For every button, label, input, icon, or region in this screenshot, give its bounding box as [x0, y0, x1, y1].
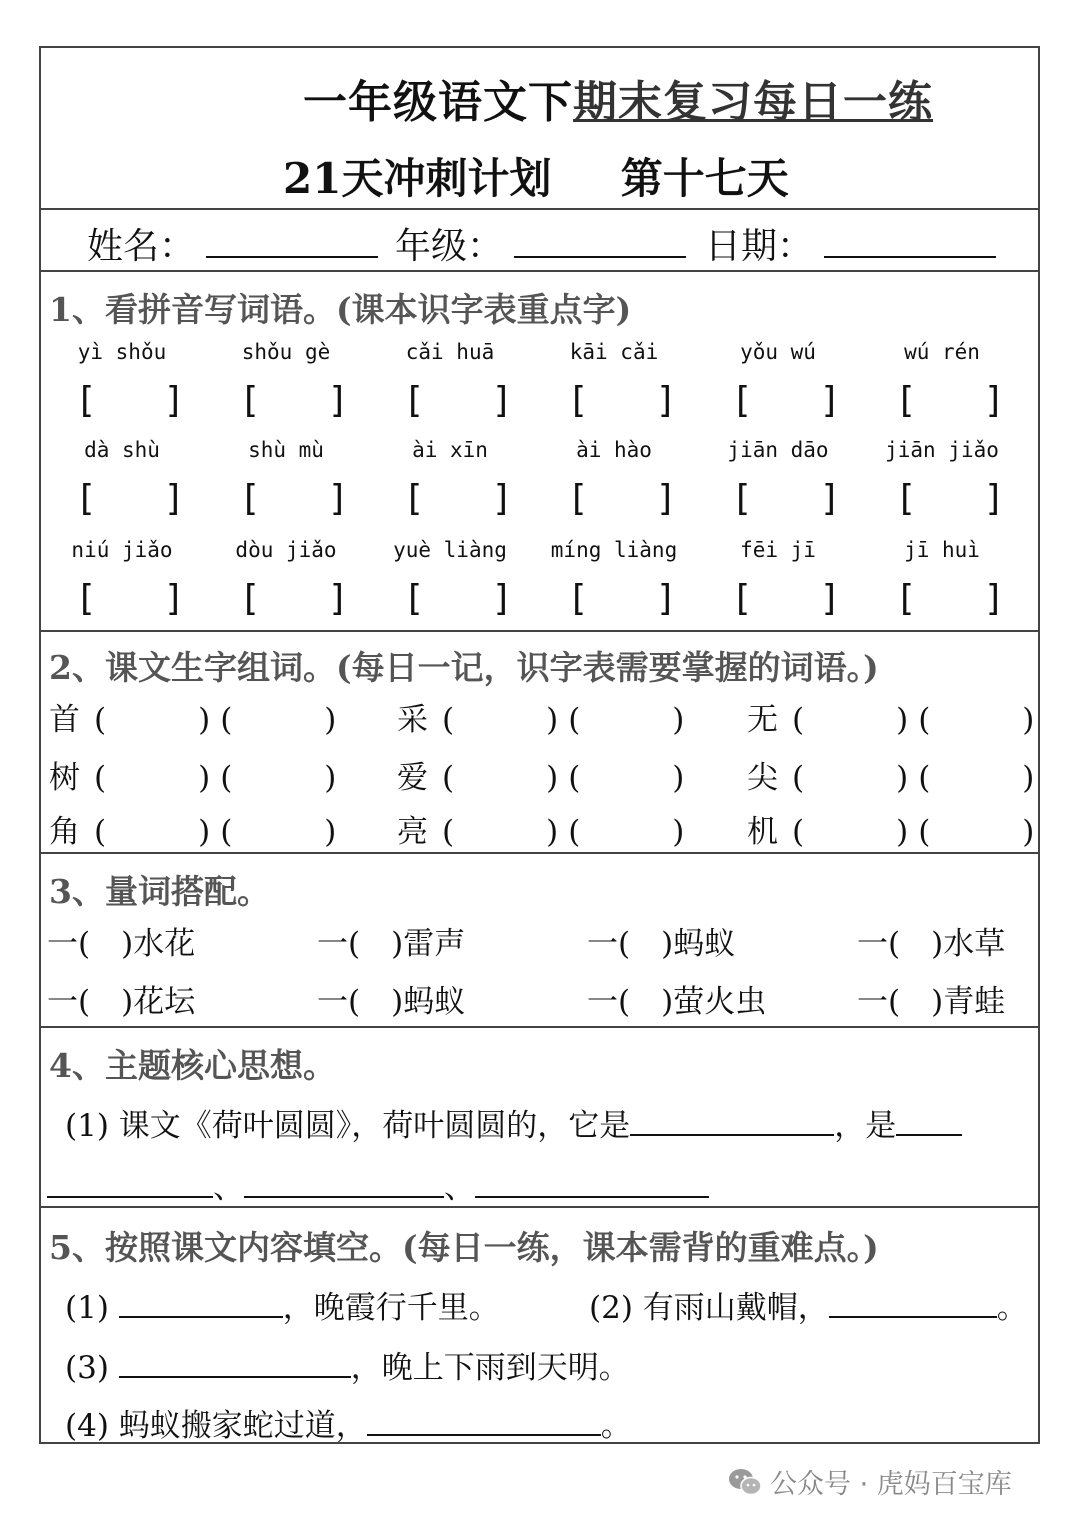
- answer-box[interactable]: [567, 578, 677, 619]
- answer-box[interactable]: [567, 380, 677, 421]
- answer-parens[interactable]: ( )( ): [94, 702, 347, 738]
- section-word-building: [41, 630, 1045, 852]
- bracket-open: [: [731, 380, 753, 421]
- fill-q1-text: ，晚霞行千里。: [282, 1290, 500, 1326]
- bracket-open: [: [239, 380, 261, 421]
- fill-blank-4[interactable]: [367, 1433, 601, 1436]
- section5-heading: 5、按照课文内容填空。(每日一练，课本需背的重难点。): [49, 1228, 879, 1267]
- answer-box[interactable]: [239, 478, 349, 519]
- pinyin-label: jiān dāo: [727, 438, 829, 462]
- bracket-open: [: [403, 380, 425, 421]
- name-field[interactable]: [206, 255, 378, 258]
- bracket-open: [: [239, 478, 261, 519]
- title-part2: 期末复习每日一练: [573, 77, 933, 128]
- answer-parens[interactable]: ( )( ): [442, 702, 695, 738]
- measure-word-item[interactable]: 一( )萤火虫: [587, 984, 767, 1020]
- bracket-open: [: [75, 380, 97, 421]
- grade-field[interactable]: [514, 255, 686, 258]
- date-label: 日期：: [705, 226, 814, 267]
- pinyin-label: shǒu gè: [241, 340, 331, 364]
- wechat-icon: [728, 1467, 762, 1497]
- pinyin-label: wú rén: [904, 340, 980, 364]
- bracket-close: ]: [327, 478, 349, 519]
- bracket-close: ]: [819, 380, 841, 421]
- pinyin-label: jiān jiǎo: [885, 438, 999, 462]
- bracket-close: ]: [983, 380, 1005, 421]
- fill-q3-text: ，晚上下雨到天明。: [350, 1350, 630, 1386]
- measure-word-item[interactable]: 一( )花坛: [47, 984, 196, 1020]
- bracket-close: ]: [327, 578, 349, 619]
- theme-blank-4[interactable]: [244, 1195, 444, 1198]
- bracket-close: ]: [655, 380, 677, 421]
- fill-q2-end: 。: [996, 1290, 1028, 1326]
- pinyin-label: yì shǒu: [77, 340, 167, 364]
- theme-blank-2[interactable]: [896, 1133, 962, 1136]
- bracket-close: ]: [983, 478, 1005, 519]
- bracket-open: [: [75, 578, 97, 619]
- bracket-close: ]: [327, 380, 349, 421]
- bracket-open: [: [567, 478, 589, 519]
- bracket-close: ]: [163, 478, 185, 519]
- answer-box[interactable]: [567, 478, 677, 519]
- measure-word-item[interactable]: 一( )水草: [857, 926, 1006, 962]
- answer-box[interactable]: [75, 380, 185, 421]
- date-field[interactable]: [824, 255, 996, 258]
- bracket-open: [: [403, 478, 425, 519]
- bracket-close: ]: [491, 478, 513, 519]
- theme-sep-2: 、: [444, 1170, 475, 1206]
- word-building-item: [747, 806, 1044, 851]
- bracket-close: ]: [491, 578, 513, 619]
- pinyin-label: niú jiǎo: [71, 538, 173, 562]
- bracket-close: ]: [819, 578, 841, 619]
- page-subtitle: [283, 146, 789, 206]
- answer-parens[interactable]: ( )( ): [94, 814, 347, 850]
- pinyin-label: fēi jī: [740, 538, 816, 562]
- pinyin-label: míng liàng: [550, 538, 678, 562]
- fill-blank-2[interactable]: [829, 1315, 997, 1318]
- fill-question-1: [65, 1282, 500, 1327]
- answer-box[interactable]: [239, 380, 349, 421]
- pinyin-label: ài hào: [576, 438, 652, 462]
- answer-parens[interactable]: ( )( ): [442, 814, 695, 850]
- fill-q4-text: (4) 蚂蚁搬家蛇过道，: [65, 1408, 367, 1444]
- bracket-close: ]: [163, 578, 185, 619]
- page-title: [303, 66, 933, 130]
- pinyin-label: shù mù: [248, 438, 324, 462]
- target-char: 树: [49, 760, 80, 796]
- bracket-close: ]: [491, 380, 513, 421]
- worksheet: [39, 46, 1045, 1444]
- word-building-item: [397, 752, 694, 797]
- theme-q1-mid: ，是: [834, 1108, 897, 1144]
- fill-blank-1[interactable]: [119, 1315, 283, 1318]
- bracket-open: [: [895, 478, 917, 519]
- target-char: 无: [747, 702, 778, 738]
- measure-word-item[interactable]: 一( )雷声: [317, 926, 466, 962]
- theme-blank-3[interactable]: [47, 1195, 213, 1198]
- section-fill-in: [41, 1206, 1038, 1444]
- bracket-open: [: [567, 578, 589, 619]
- section-theme: [41, 1026, 1038, 1206]
- theme-blank-1[interactable]: [630, 1133, 834, 1136]
- pinyin-label: ài xīn: [412, 438, 488, 462]
- answer-box[interactable]: [75, 578, 185, 619]
- title-part1: 一年级语文下: [303, 77, 573, 128]
- bracket-open: [: [567, 380, 589, 421]
- bracket-close: ]: [819, 478, 841, 519]
- target-char: 爱: [397, 760, 428, 796]
- pinyin-label: yǒu wú: [740, 340, 816, 364]
- answer-parens[interactable]: ( )( ): [94, 760, 347, 796]
- bracket-open: [: [403, 578, 425, 619]
- answer-box[interactable]: [75, 478, 185, 519]
- answer-parens[interactable]: ( )( ): [442, 760, 695, 796]
- measure-word-item[interactable]: 一( )蚂蚁: [317, 984, 466, 1020]
- section3-heading: 3、量词搭配。: [49, 872, 270, 911]
- bracket-close: ]: [163, 380, 185, 421]
- bracket-open: [: [731, 478, 753, 519]
- pinyin-label: yuè liàng: [393, 538, 507, 562]
- section-measure-words: [41, 852, 1038, 1026]
- measure-word-item[interactable]: 一( )蚂蚁: [587, 926, 736, 962]
- target-char: 亮: [397, 814, 428, 850]
- bracket-open: [: [895, 578, 917, 619]
- bracket-open: [: [75, 478, 97, 519]
- target-char: 角: [49, 814, 80, 850]
- pinyin-label: dòu jiǎo: [235, 538, 337, 562]
- section4-heading: 4、主题核心思想。: [49, 1046, 336, 1085]
- bracket-close: ]: [655, 478, 677, 519]
- answer-parens[interactable]: ( )( ): [792, 760, 1045, 796]
- word-building-item: [49, 806, 346, 851]
- target-char: 首: [49, 702, 80, 738]
- pinyin-label: dà shù: [84, 438, 160, 462]
- pinyin-label: cǎi huā: [405, 340, 495, 364]
- name-label: 姓名：: [87, 226, 196, 267]
- bracket-open: [: [895, 380, 917, 421]
- target-char: 采: [397, 702, 428, 738]
- section1-heading: 1、看拼音写词语。(课本识字表重点字): [49, 290, 632, 329]
- fill-q1-num: (1): [65, 1290, 109, 1326]
- pinyin-label: kāi cǎi: [569, 340, 659, 364]
- section2-heading: 2、课文生字组词。(每日一记，识字表需要掌握的词语。): [49, 648, 879, 687]
- day-label: 第十七天: [620, 154, 789, 203]
- watermark-text: 公众号 · 虎妈百宝库: [770, 1469, 1012, 1500]
- grade-label: 年级：: [395, 226, 504, 267]
- answer-box[interactable]: [239, 578, 349, 619]
- answer-box[interactable]: [403, 478, 513, 519]
- answer-box[interactable]: [403, 578, 513, 619]
- pinyin-label: jī huì: [904, 538, 980, 562]
- measure-word-item[interactable]: 一( )水花: [47, 926, 196, 962]
- answer-parens[interactable]: ( )( ): [792, 702, 1045, 738]
- word-building-item: [397, 694, 694, 739]
- theme-question-1-cont: [47, 1162, 709, 1207]
- target-char: 机: [747, 814, 778, 850]
- plan-label: 21天冲刺计划: [283, 154, 552, 203]
- answer-box[interactable]: [731, 578, 841, 619]
- answer-box[interactable]: [731, 478, 841, 519]
- watermark: [728, 1462, 1012, 1501]
- answer-box[interactable]: [895, 578, 1005, 619]
- theme-q1-text: (1) 课文《荷叶圆圆》，荷叶圆圆的，它是: [65, 1108, 631, 1144]
- bracket-open: [: [239, 578, 261, 619]
- info-row: [41, 208, 1038, 270]
- bracket-close: ]: [655, 578, 677, 619]
- answer-box[interactable]: [895, 478, 1005, 519]
- target-char: 尖: [747, 760, 778, 796]
- section-pinyin: [41, 270, 1038, 630]
- fill-q3-num: (3): [65, 1350, 109, 1386]
- fill-question-3: [65, 1342, 630, 1387]
- fill-blank-3[interactable]: [119, 1375, 351, 1378]
- bracket-close: ]: [983, 578, 1005, 619]
- fill-q4-end: 。: [600, 1408, 632, 1444]
- answer-box[interactable]: [731, 380, 841, 421]
- theme-question-1: [65, 1100, 962, 1145]
- theme-blank-5[interactable]: [475, 1195, 709, 1198]
- bracket-open: [: [731, 578, 753, 619]
- word-building-item: [49, 694, 346, 739]
- word-building-item: [747, 752, 1044, 797]
- fill-q2-text: (2) 有雨山戴帽，: [589, 1290, 829, 1326]
- measure-word-item[interactable]: 一( )青蛙: [857, 984, 1006, 1020]
- word-building-item: [397, 806, 694, 851]
- fill-question-2: [589, 1282, 1028, 1327]
- answer-box[interactable]: [895, 380, 1005, 421]
- fill-question-4: [65, 1400, 632, 1445]
- answer-box[interactable]: [403, 380, 513, 421]
- answer-parens[interactable]: ( )( ): [792, 814, 1045, 850]
- word-building-item: [747, 694, 1044, 739]
- theme-sep-1: 、: [213, 1170, 244, 1206]
- word-building-item: [49, 752, 346, 797]
